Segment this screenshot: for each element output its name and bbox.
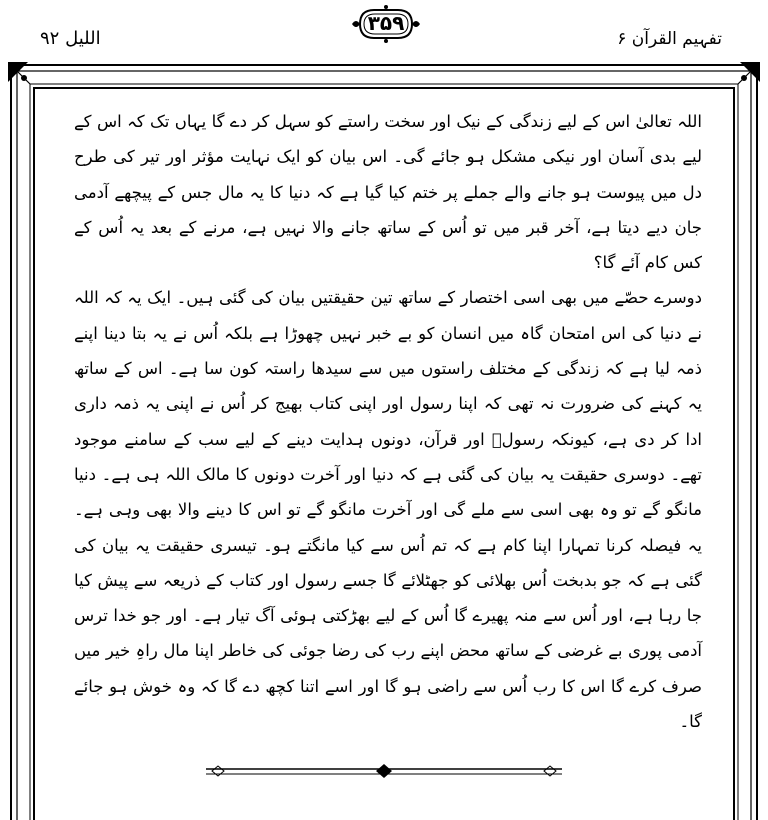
- paragraph-1: اللہ تعالیٰ اس کے لیے زندگی کے نیک اور سخت راستے کو سہل کر دے گا یہاں تک کہ اس کے لیے بدی آسان اور نیکی مشکل ہو جائے گی۔ اس بیان کو ایک نہایت مؤثر اور تیر کی طرح دل میں پیوست ہو جانے والے جملے پر ختم کیا گیا ہے کہ دنیا کا یہ مال جس کے پیچھے آدمی جان دیے دیتا ہے، آخر قبر میں تو اُس کے ساتھ جانے والا نہیں ہے، مرنے کے بعد یہ اُس کے کس کام آئے گا؟: [74, 112, 702, 273]
- surah-name: اللیل ۹۲: [40, 28, 101, 49]
- book-title: تفہیم القرآن ۶: [617, 29, 722, 49]
- page-header: [0, 0, 768, 62]
- end-ornament-icon: [206, 764, 562, 778]
- page-number-medallion: [350, 4, 422, 44]
- body-text: [74, 104, 702, 739]
- paragraph-2: دوسرے حصّے میں بھی اسی اختصار کے ساتھ تین حقیقتیں بیان کی گئی ہیں۔ ایک یہ کہ اللہ نے دنیا کی اس امتحان گاہ میں انسان کو بے خبر نہیں چھوڑا ہے بلکہ اُس نے یہ بتا دینا اپنے ذمہ لیا ہے کہ زندگی کے مختلف راستوں میں سے سیدھا راستہ کون سا ہے۔ اس کے ساتھ یہ کہنے کی ضرورت نہ تھی کہ اپنا رسول اور اپنی کتاب بھیج کر اُس نے اپنی یہ ذمہ داری ادا کر دی ہے، کیونکہ رسولؐ اور قرآن، دونوں ہدایت دینے کے لیے سب کے سامنے موجود تھے۔ دوسری حقیقت یہ بیان کی گئی ہے کہ دنیا اور آخرت دونوں کا مالک اللہ ہی ہے۔ دنیا مانگو گے تو وہ بھی اسی سے ملے گی اور آخرت مانگو گے تو اس کا دینے والا بھی وہی ہے۔ یہ فیصلہ کرنا تمہارا اپنا کام ہے کہ تم اُس سے کیا مانگتے ہو۔ تیسری حقیقت یہ بیان کی گئی ہے کہ جو بدبخت اُس بھلائی کو جھٹلائے گا جسے رسول اور کتاب کے ذریعہ سے پیش کیا جا رہا ہے، اور اُس سے منہ پھیرے گا اُس کے لیے بھڑکتی ہوئی آگ تیار ہے۔ اور جو خدا ترس آدمی پوری بے غرضی کے ساتھ محض اپنے رب کی رضا جوئی کی خاطر اپنا مال راہِ خیر میں صرف کرے گا اس کا رب اُس سے راضی ہو گا اور اسے اتنا کچھ دے گا کہ وہ خوش ہو جائے گا۔: [74, 288, 702, 732]
- page-number: ۳۵۹: [367, 11, 405, 35]
